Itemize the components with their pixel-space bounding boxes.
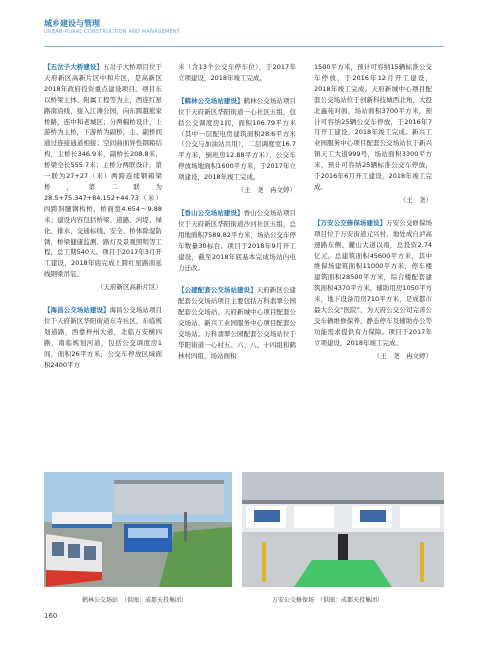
bus-yard-illustration	[44, 472, 232, 587]
author-signature: （王 尧 冉文婷）	[237, 186, 296, 195]
paragraph-text: 鹤林公交场站项目位于天府新区华阳街道一心社区五组，包括公交调度房1间，面积106.79平方米（其中一层配电房建筑面积28.6平方米（公交与加油站共用），二层调度室16.7平方米，倒班房12.88平方米），公交车停放场地面积1600平方米，于2017年立项建设，2018年竣工完成。	[178, 96, 297, 182]
photo-caption-right: 万安公交修保场 （供图：成都天投集团）	[272, 597, 384, 604]
author-signature: （王 尧 冉文婷）	[373, 351, 432, 360]
paragraph-text: 天府新区公建配套公交场站项目主要包括万科翡翠公园配套公交场站、天府新城中心项目配套公交场站、新兴工业园服务中心项目配套公交场站。万科翡翠公园配套公交场站位于华阳街道一心村五、六、八、十四组和鹤林村四组，场站面积	[178, 286, 297, 360]
section-heading: 【五岔子大桥建设】	[44, 63, 104, 71]
section-heading: 【万安公交修保场建设】	[314, 218, 387, 227]
photo-row	[44, 472, 444, 587]
text-column-middle	[178, 62, 296, 364]
paragraph-wuchazi-bridge	[44, 62, 162, 280]
section-title: 城乡建设与管理	[44, 19, 100, 28]
header-divider	[44, 46, 444, 47]
text-column-left	[44, 62, 162, 372]
paragraph-text: 五岔子大桥项目位于天府新区高新片区中和片区，是高新区2018年政府投资重点建设项目。项目东以桥梁主体、附属工程等为主，西连红星路南沿线，接入江滩公园，向东跨越熊家桥路，连中和老城区；分两幅桥设计，上游桥为主桥，下游桥为副桥，主、副桥间通过连接通道相接；空间曲面异性钢箱结构，主桥长346.9米，副桥长208.8米，桥梁全长555.7米；主桥分两联设计，第一联为27+27（米）两跨连续钢箱梁桥，第二联为28.5+75.347+84.152+44.73（米）四跨斜腿钢构桥，桥面宽4.654～9.88米；建设内容包括桥梁、道路、河堤、绿化、排水、交通标线、安全、桥体除湿防锈、桥梁健康监测、路灯及景观照明等工程，总工期540天。项目于2017年3月开工建设，2018年底完成上跨红星路南延线钢梁吊装。	[44, 63, 163, 279]
paragraph-continued: 米（含13个公交车停车位），于2017年立项建设，2018年竣工完成。	[178, 63, 296, 82]
depot-interior-illustration	[242, 472, 444, 587]
author-signature: （天府新区高新片区）	[97, 283, 162, 292]
text-column-right	[314, 62, 432, 362]
paragraph-text: 香山公交场站项目位于天府新区华阳街道沙河社区五组，总用地面积7589.82平方米，场站公交车停车数量30标台。项目于2018年9月开工建设，截至2018年底基本完成场站内电力迁改。	[178, 208, 297, 272]
paragraph-helin-station	[178, 96, 296, 183]
paragraph-text: 海昌公交场站项目位于天府新区华阳街道东寺社区，东临规划道路，西靠梓州大道，北临万安横四路，南临规划河道，包括公交调度房1间，面积26平方米，公交车停放区域面积2400平方	[44, 306, 163, 369]
paragraph-text: 万安公交修保场项目位于万安街道元兴村，地处成自泸高速路东侧、麓山大道以南，总投资2.74亿元，总建筑面积45600平方米，其中维保场建筑面积11000平方米，停车楼建筑面积28500平方米，综合楼配套建筑面积4370平方米，辅助用房1050平方米，地下设备用房710平方米，是成都市最大公交“医院”，为天府公交公司完善公交车辆维修保养、静态停车及辅助办公等功能需求提供有力保障。项目于2017年立项建设，2018年竣工完成。	[314, 218, 433, 347]
section-heading: 【海昌公交场站建设】	[44, 306, 110, 315]
paragraph-xiangshan-station	[178, 208, 296, 273]
paragraph-public-stations	[178, 285, 296, 361]
section-heading: 【香山公交场站建设】	[178, 208, 244, 217]
author-signature: （王 尧）	[399, 195, 432, 204]
paragraph-haichang-station	[44, 305, 162, 370]
photo-caption-left: 鹤林公交场站 （供图：成都天投集团）	[82, 597, 188, 604]
paragraph-wanan-depot	[314, 218, 432, 349]
running-header	[44, 18, 180, 35]
section-heading: 【公建配套公交场站建设】	[178, 286, 257, 295]
page-number: 160	[44, 612, 58, 620]
wanan-depot-photo	[242, 472, 444, 587]
helin-station-photo	[44, 472, 232, 587]
paragraph-continued: 1500平方米，预计可容纳15辆标准公交车停放，于2016年12月开工建设，2018年竣工完成。天府新城中心项目配套公交场站位于创新科技城西北角、大投北鑫苑对面，场站面积3700平方米，预计可容纳25辆公交车停放，于2016年7月开工建设，2018年竣工完成。新兴工业园服务中心项目配套公交场站位于新兴镇天工大道999号，场站面积3300平方米，预计可容纳25辆标准公交车停放，于2016年6月开工建设，2018年竣工完成。	[314, 63, 432, 191]
section-heading: 【鹤林公交场站建设】	[178, 96, 244, 105]
section-subtitle: URBAN-RURAL CONSTRUCTION AND MANAGEMENT	[44, 29, 181, 35]
